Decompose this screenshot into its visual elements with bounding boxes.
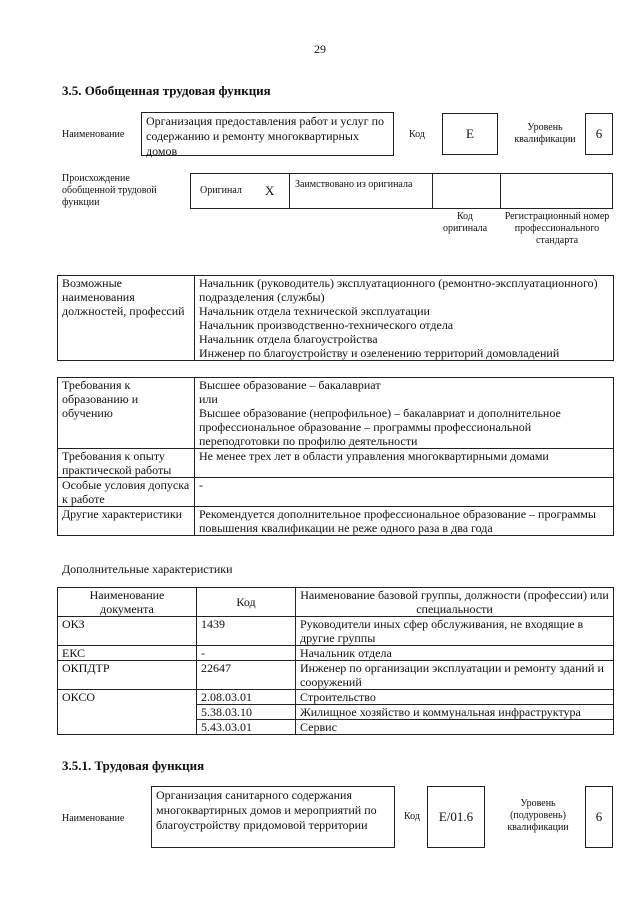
name-value: Организация предоставления работ и услуг по содержанию и ремонту многоквартирных домов — [141, 112, 394, 156]
requirement-row — [58, 478, 614, 507]
original-mark: X — [265, 183, 275, 198]
divider — [432, 174, 433, 208]
divider — [289, 174, 290, 208]
position-item: Начальник (руководитель) эксплуатационного (ремонтно-эксплуатационного) подразделения (службы) — [199, 276, 598, 304]
table-row — [58, 690, 614, 705]
orig-code-label: Код оригинала — [442, 211, 488, 234]
header-code: Код — [197, 588, 296, 617]
header-name: Наименование базовой группы, должности (профессии) или специальности — [296, 588, 614, 617]
requirement-row — [58, 507, 614, 536]
reg-number-label: Регистрационный номер профессионального стандарта — [504, 211, 610, 246]
function-level-value: 6 — [585, 786, 613, 848]
cell-name: Жилищное хозяйство и коммунальная инфраструктура — [296, 705, 614, 720]
requirement-line: или — [199, 392, 218, 406]
position-item: Инженер по благоустройству и озеленению территорий домовладений — [199, 346, 560, 360]
code-label: Код — [404, 811, 420, 822]
position-item: Начальник отдела технической эксплуатации — [199, 304, 430, 318]
name-label: Наименование — [62, 129, 125, 140]
borrowed-label: Заимствовано из оригинала — [295, 179, 413, 190]
page-number: 29 — [314, 42, 326, 56]
additional-title: Дополнительные характеристики — [62, 562, 233, 576]
table-header-row — [58, 588, 614, 617]
cell-name: Начальник отдела — [296, 646, 614, 661]
cell-code: - — [197, 646, 296, 661]
cell-code: 22647 — [197, 661, 296, 690]
function-code-value: E/01.6 — [427, 786, 485, 848]
cell-doc: ОКЗ — [58, 617, 197, 646]
cell-name: Инженер по организации эксплуатации и ремонту зданий и сооружений — [296, 661, 614, 690]
header-doc: Наименование документа — [58, 588, 197, 617]
cell-name: Руководители иных сфер обслуживания, не входящие в другие группы — [296, 617, 614, 646]
positions-table — [57, 275, 614, 361]
requirement-line: Высшее образование – бакалавриат — [199, 378, 381, 392]
cell-name: Сервис — [296, 720, 614, 735]
table-row — [58, 646, 614, 661]
cell-name: Строительство — [296, 690, 614, 705]
position-item: Начальник отдела благоустройства — [199, 332, 378, 346]
requirement-value — [195, 378, 614, 449]
cell-code: 1439 — [197, 617, 296, 646]
cell-doc: ЕКС — [58, 646, 197, 661]
original-label: Оригинал — [200, 185, 242, 196]
requirement-value: Рекомендуется дополнительное профессиональное образование – программы повышения квалификации не реже одного раза в два года — [195, 507, 614, 536]
requirement-label: Особые условия допуска к работе — [58, 478, 195, 507]
additional-table — [57, 587, 614, 735]
divider — [500, 174, 501, 208]
cell-code: 5.43.03.01 — [197, 720, 296, 735]
cell-code: 5.38.03.10 — [197, 705, 296, 720]
cell-doc: ОКПДТР — [58, 661, 197, 690]
cell-code: 2.08.03.01 — [197, 690, 296, 705]
origin-box — [190, 173, 613, 209]
requirement-value: - — [195, 478, 614, 507]
level-label: Уровень квалификации — [514, 122, 576, 145]
subsection-title: 3.5.1. Трудовая функция — [62, 758, 205, 773]
section-title: 3.5. Обобщенная трудовая функция — [62, 83, 271, 98]
requirement-line: Высшее образование (непрофильное) – бакалавриат и дополнительное профессиональное образование – программы профессиональной переподготовки по профилю деятельности — [199, 406, 561, 448]
level-label: Уровень (подуровень) квалификации — [507, 798, 569, 833]
requirement-row — [58, 449, 614, 478]
requirement-label: Другие характеристики — [58, 507, 195, 536]
requirement-value: Не менее трех лет в области управления многоквартирными домами — [195, 449, 614, 478]
requirement-label: Требования к опыту практической работы — [58, 449, 195, 478]
origin-label: Происхождение обобщенной трудовой функции — [62, 173, 157, 208]
requirement-row — [58, 378, 614, 449]
code-value: E — [442, 113, 498, 155]
cell-doc: ОКСО — [58, 690, 197, 735]
positions-list — [195, 276, 614, 361]
requirement-label: Требования к образованию и обучению — [58, 378, 195, 449]
table-row — [58, 661, 614, 690]
table-row — [58, 617, 614, 646]
level-value: 6 — [585, 113, 613, 155]
position-item: Начальник производственно-технического отдела — [199, 318, 454, 332]
name-label: Наименование — [62, 813, 125, 824]
code-label: Код — [409, 129, 425, 140]
positions-label: Возможные наименования должностей, профессий — [58, 276, 195, 361]
requirements-table — [57, 377, 614, 536]
function-name-value: Организация санитарного содержания многоквартирных домов и мероприятий по благоустройству придомовой территории — [151, 786, 395, 848]
